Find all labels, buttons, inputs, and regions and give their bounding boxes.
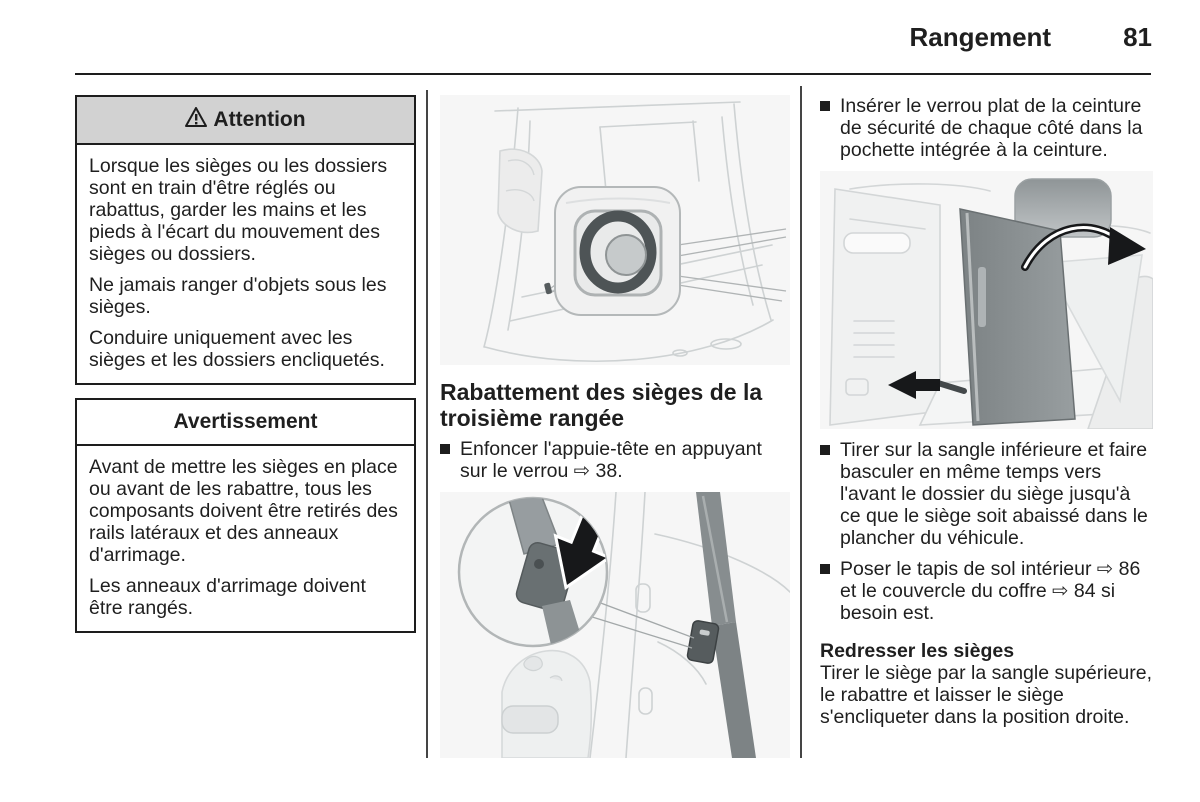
avertissement-paragraph: Avant de mettre les sièges en place ou avant de les rabattre, tous les composants doivent être retirés des rails latéraux et des anneaux d'arrimage. — [89, 456, 398, 566]
section-heading: Rabattement des sièges de la troisième rangée — [440, 379, 763, 431]
trunk-anchor-points-illustration — [440, 95, 790, 365]
avertissement-box-body — [77, 446, 414, 631]
subsection-paragraph: Tirer le siège par la sangle supérieure, le rabattre et laisser le siège s'encliqueter dans la position droite. — [820, 662, 1153, 728]
warning-triangle-icon — [185, 107, 207, 133]
list-item-text: Tirer sur la sangle inférieure et faire basculer en même temps vers l'avant le dossier du siège jusqu'à ce que le siège soit abaissé dans le plancher du véhicule. — [840, 439, 1148, 549]
attention-box-body — [77, 145, 414, 383]
list-item — [820, 439, 1153, 549]
attention-paragraph: Ne jamais ranger d'objets sous les sièges. — [89, 274, 387, 318]
square-bullet-icon — [820, 445, 830, 455]
avertissement-box — [75, 398, 416, 633]
column-divider-left — [426, 90, 428, 758]
list-item-text: Enfoncer l'appuie-tête en appuyant sur le verrou ⇨ 38. — [460, 438, 762, 482]
list-item-text: Poser le tapis de sol intérieur ⇨ 86 et le couvercle du coffre ⇨ 84 si besoin est. — [840, 558, 1141, 624]
avertissement-box-title: Avertissement — [173, 410, 318, 433]
section-title: Rangement — [909, 22, 1052, 52]
square-bullet-icon — [820, 564, 830, 574]
middle-column — [440, 95, 790, 758]
column-divider-right — [800, 86, 802, 758]
attention-box — [75, 95, 416, 385]
left-column — [75, 95, 416, 646]
attention-paragraph: Conduire uniquement avec les sièges et les dossiers encliquetés. — [89, 327, 385, 371]
attention-paragraph: Lorsque les sièges ou les dossiers sont en train d'être réglés ou rabattus, garder les mains et les pieds à l'écart du mouvement des sièges ou dossiers. — [89, 155, 388, 265]
list-item-text: Insérer le verrou plat de la ceinture de sécurité de chaque côté dans la pochette intégrée à la ceinture. — [840, 95, 1143, 161]
avertissement-paragraph: Les anneaux d'arrimage doivent être rangés. — [89, 575, 366, 619]
subsection-heading: Redresser les sièges — [820, 640, 1015, 662]
avertissement-box-header — [77, 400, 414, 446]
seatback-folding-illustration — [820, 171, 1153, 429]
list-item — [820, 558, 1153, 624]
header-rule — [75, 73, 1151, 75]
page-number: 81 — [1123, 22, 1152, 52]
list-item — [820, 95, 1153, 161]
page-header — [0, 22, 1152, 53]
attention-box-header — [77, 97, 414, 145]
square-bullet-icon — [440, 444, 450, 454]
square-bullet-icon — [820, 101, 830, 111]
attention-box-title: Attention — [213, 108, 306, 131]
list-item — [440, 438, 790, 482]
right-column — [820, 95, 1153, 728]
seatbelt-buckle-pocket-illustration — [440, 492, 790, 758]
